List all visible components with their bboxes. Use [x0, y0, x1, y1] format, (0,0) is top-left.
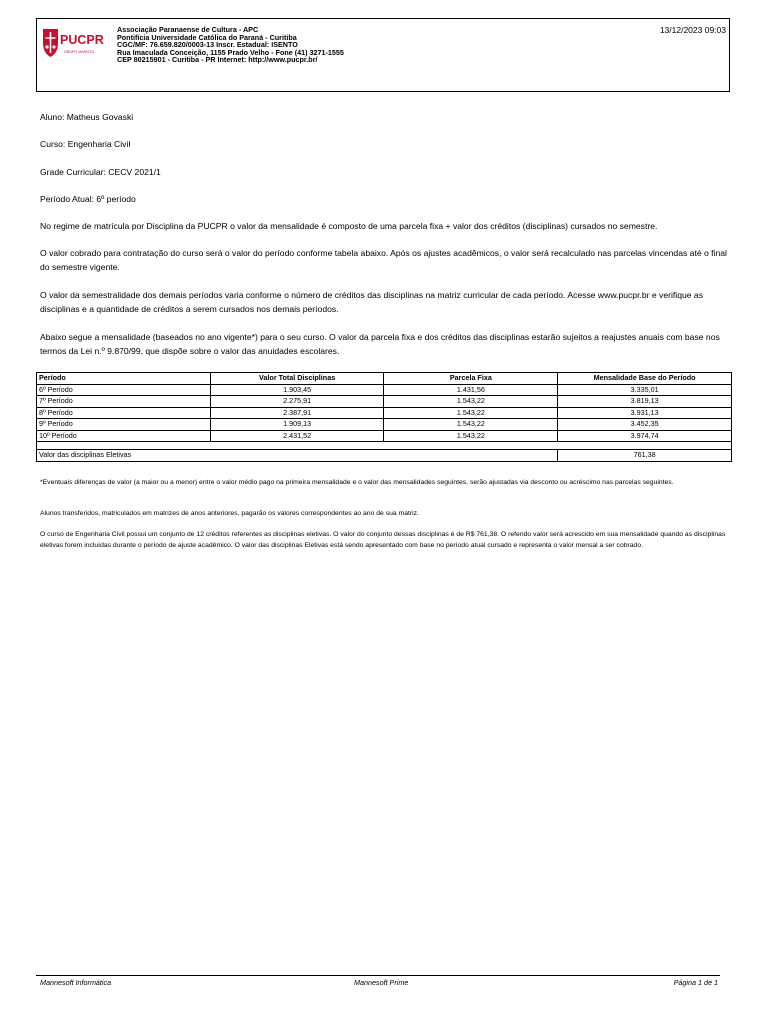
- fixed-part-cell: 1.431,56: [384, 384, 558, 396]
- monthly-base-cell: 3.819,13: [558, 396, 732, 408]
- disciplines-value-cell: 1.909,13: [210, 419, 384, 431]
- header-box: [36, 18, 730, 92]
- note-transfers: Alunos transferidos, matriculados em matrizes de anos anteriores, pagarão os valores correspondentes ao ano de sua matriz.: [40, 510, 419, 517]
- note-electives: O curso de Engenharia Civil possui um conjunto de 12 créditos referentes as disciplinas eletivas. O valor do conjunto dessas disciplinas é de R$ 761,38. O referido valor será acrescido em sua mensalidade quando as disciplinas eletivas forem incluídas durante o período de ajuste acadêmico. O valor das disciplinas Eletivas está sendo apresentado com base no período atual cursado e representa o valor mensal a ser cobrado.: [40, 531, 726, 549]
- table-header-row: [37, 373, 732, 385]
- footer-page-number: Página 1 de 1: [673, 978, 718, 987]
- institution-info: [117, 26, 344, 64]
- period-cell: 10º Período: [37, 430, 211, 442]
- table-spacer-row: [37, 442, 732, 450]
- pucpr-logo: [40, 23, 112, 63]
- institution-line: CGC/MF: 76.659.820/0003-13 Inscr. Estadual: ISENTO: [117, 40, 298, 50]
- paragraph-valor-cobrado: O valor cobrado para contratação do curso será o valor do período conforme tabela abaixo. Após os ajustes acadêmicos, o valor será recalculado nas parcelas vincendas até o final do semestre vigente.: [40, 248, 727, 272]
- disciplines-value-cell: 1.903,45: [210, 384, 384, 396]
- disciplines-value-cell: 2.387,91: [210, 407, 384, 419]
- current-period-field: Período Atual: 6º período: [40, 194, 136, 204]
- institution-line: CEP 80215901 - Curitiba - PR Internet: http://www.pucpr.br/: [117, 55, 318, 65]
- footer-center: Mannesoft Prime: [354, 978, 409, 987]
- column-header: Valor Total Disciplinas: [210, 373, 384, 385]
- fees-table: [36, 372, 732, 462]
- electives-label-cell: Valor das disciplinas Eletivas: [37, 450, 558, 462]
- column-header: Período: [37, 373, 211, 385]
- column-header: Parcela Fixa: [384, 373, 558, 385]
- electives-value-cell: 761,38: [558, 450, 732, 462]
- student-info: [40, 110, 730, 124]
- institution-line: Associação Paranaense de Cultura - APC: [117, 25, 259, 34]
- fixed-part-cell: 1.543,22: [384, 430, 558, 442]
- table-row: [37, 407, 732, 419]
- institution-line: Pontifícia Universidade Católica do Paraná - Curitiba: [117, 32, 297, 42]
- disciplines-value-cell: 2.275,91: [210, 396, 384, 408]
- period-cell: 8º Período: [37, 407, 211, 419]
- print-datetime: 13/12/2023 09:03: [659, 25, 726, 35]
- fixed-part-cell: 1.543,22: [384, 396, 558, 408]
- paragraph-semestralidade: O valor da semestralidade dos demais períodos varia conforme o número de créditos das disciplinas na matriz curricular de cada período. Acesse www.pucpr.br e verifique as disciplinas e a quantidade de créditos a serem cursados nos demais períodos.: [40, 290, 704, 314]
- period-cell: 7º Período: [37, 396, 211, 408]
- course-field: Curso: Engenharia Civil: [40, 139, 131, 149]
- table-row: [37, 430, 732, 442]
- fixed-part-cell: 1.543,22: [384, 407, 558, 419]
- spacer-cell: [37, 442, 732, 450]
- logo-subtext: GRUPO MARISTA: [64, 50, 94, 54]
- period-cell: 6º Período: [37, 384, 211, 396]
- monthly-base-cell: 3.452,35: [558, 419, 732, 431]
- student-name: Aluno: Matheus Govaski: [40, 112, 134, 122]
- monthly-base-cell: 3.974,74: [558, 430, 732, 442]
- curriculum-field: Grade Curricular: CECV 2021/1: [40, 167, 161, 177]
- institution-line: Rua Imaculada Conceição, 1155 Prado Velho - Fone (41) 3271-1555: [117, 47, 344, 57]
- page-footer: [36, 975, 720, 987]
- fixed-part-cell: 1.543,22: [384, 419, 558, 431]
- monthly-base-cell: 3.335,01: [558, 384, 732, 396]
- column-header: Mensalidade Base do Período: [558, 373, 732, 385]
- pucpr-crest-icon: [40, 23, 112, 63]
- table-row: [37, 419, 732, 431]
- table-row: [37, 396, 732, 408]
- monthly-base-cell: 3.931,13: [558, 407, 732, 419]
- disciplines-value-cell: 2.431,52: [210, 430, 384, 442]
- paragraph-regime: No regime de matrícula por Disciplina da PUCPR o valor da mensalidade é composto de uma parcela fixa + valor dos créditos (disciplinas) cursados no semestre.: [40, 221, 658, 231]
- electives-row: [37, 450, 732, 462]
- period-cell: 9º Período: [37, 419, 211, 431]
- footer-left: Mannesoft Informática: [40, 978, 112, 987]
- note-adjustments: *Eventuais diferenças de valor (a maior ou a menor) entre o valor médio pago na primeira mensalidade e o valor das mensalidades seguintes, serão ajustadas via desconto ou acréscimo nas parcelas seguintes.: [40, 479, 674, 486]
- table-row: [37, 384, 732, 396]
- paragraph-mensalidade: Abaixo segue a mensalidade (baseados no ano vigente*) para o seu curso. O valor da parcela fixa e dos créditos das disciplinas estarão sujeitos a reajustes anuais com base nos termos da Lei n.º 9.870/99, que dispõe sobre o valor das anuidades escolares.: [40, 332, 720, 356]
- logo-text: PUCPR: [60, 33, 104, 47]
